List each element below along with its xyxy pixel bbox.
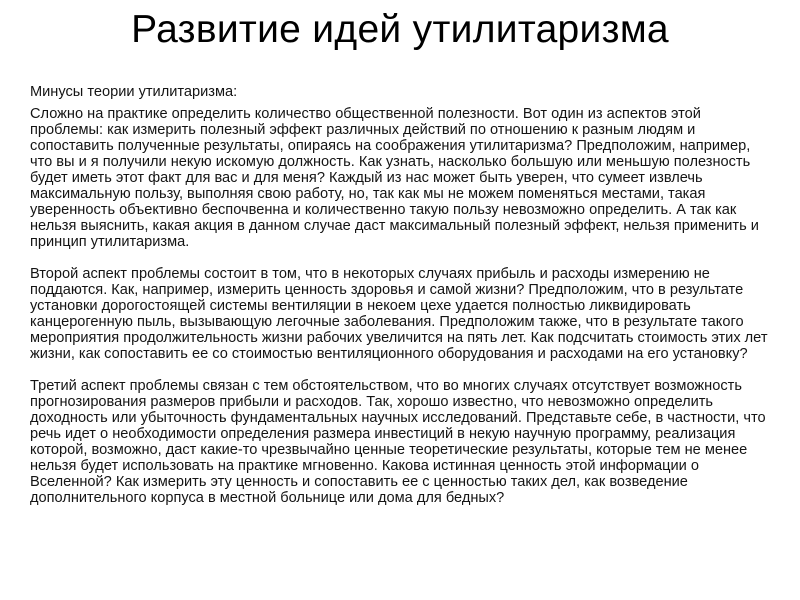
- slide-title: Развитие идей утилитаризма: [131, 8, 669, 51]
- paragraph-2: Второй аспект проблемы состоит в том, что в некоторых случаях прибыль и расходы измерению не поддаются. Как, например, измерить ценность здоровья и самой жизни? Предположим, что в результате установки дорогостоящей системы вентиляции в некоем цехе удается полностью ликвидировать канцерогенную пыль, вызывающую легочные заболевания. Предположим также, что в результате такого мероприятия продолжительность жизни рабочих увеличится на пять лет. Как подсчитать стоимость этих лет жизни, как сопоставить ее со стоимостью вентиляционного оборудования и расходами на его установку?: [30, 266, 768, 362]
- slide-body: [30, 84, 775, 522]
- paragraph-3: Третий аспект проблемы связан с тем обстоятельством, что во многих случаях отсутствует возможность прогнозирования размеров прибыли и расходов. Так, хорошо известно, что невозможно определить доходность или убыточность фундаментальных научных исследований. Представьте себе, в частности, что речь идет о необходимости определения размера инвестиций в некую научную программу, реализация которой, возможно, даст какие-то чрезвычайно ценные теоретические результаты, которые тем не менее нельзя будет использовать на практике мгновенно. Какова истинная ценность этой информации о Вселенной? Как измерить эту ценность и сопоставить ее с ценностью таких дел, как возведение дополнительного корпуса в местной больнице или дома для бедных?: [30, 378, 766, 506]
- slide-subheading: Минусы теории утилитаризма:: [30, 84, 238, 100]
- paragraph-1: Сложно на практике определить количество общественной полезности. Вот один из аспектов этой проблемы: как измерить полезный эффект различных действий по отношению к разным людям и сопоставить полученные результаты, опираясь на соображения утилитаризма? Предположим, например, что вы и я получили некую искомую должность. Как узнать, насколько большую или меньшую полезность будет иметь этот факт для вас и для меня? Каждый из нас может быть уверен, что сумеет извлечь максимальную пользу, выполняя свою работу, но, так как мы не можем поменяться местами, такая уверенность объективно беспочвенна и количественно такую пользу невозможно определить. А так как нельзя выяснить, какая акция в данном случае даст максимальный полезный эффект, нельзя применить и принцип утилитаризма.: [30, 106, 759, 250]
